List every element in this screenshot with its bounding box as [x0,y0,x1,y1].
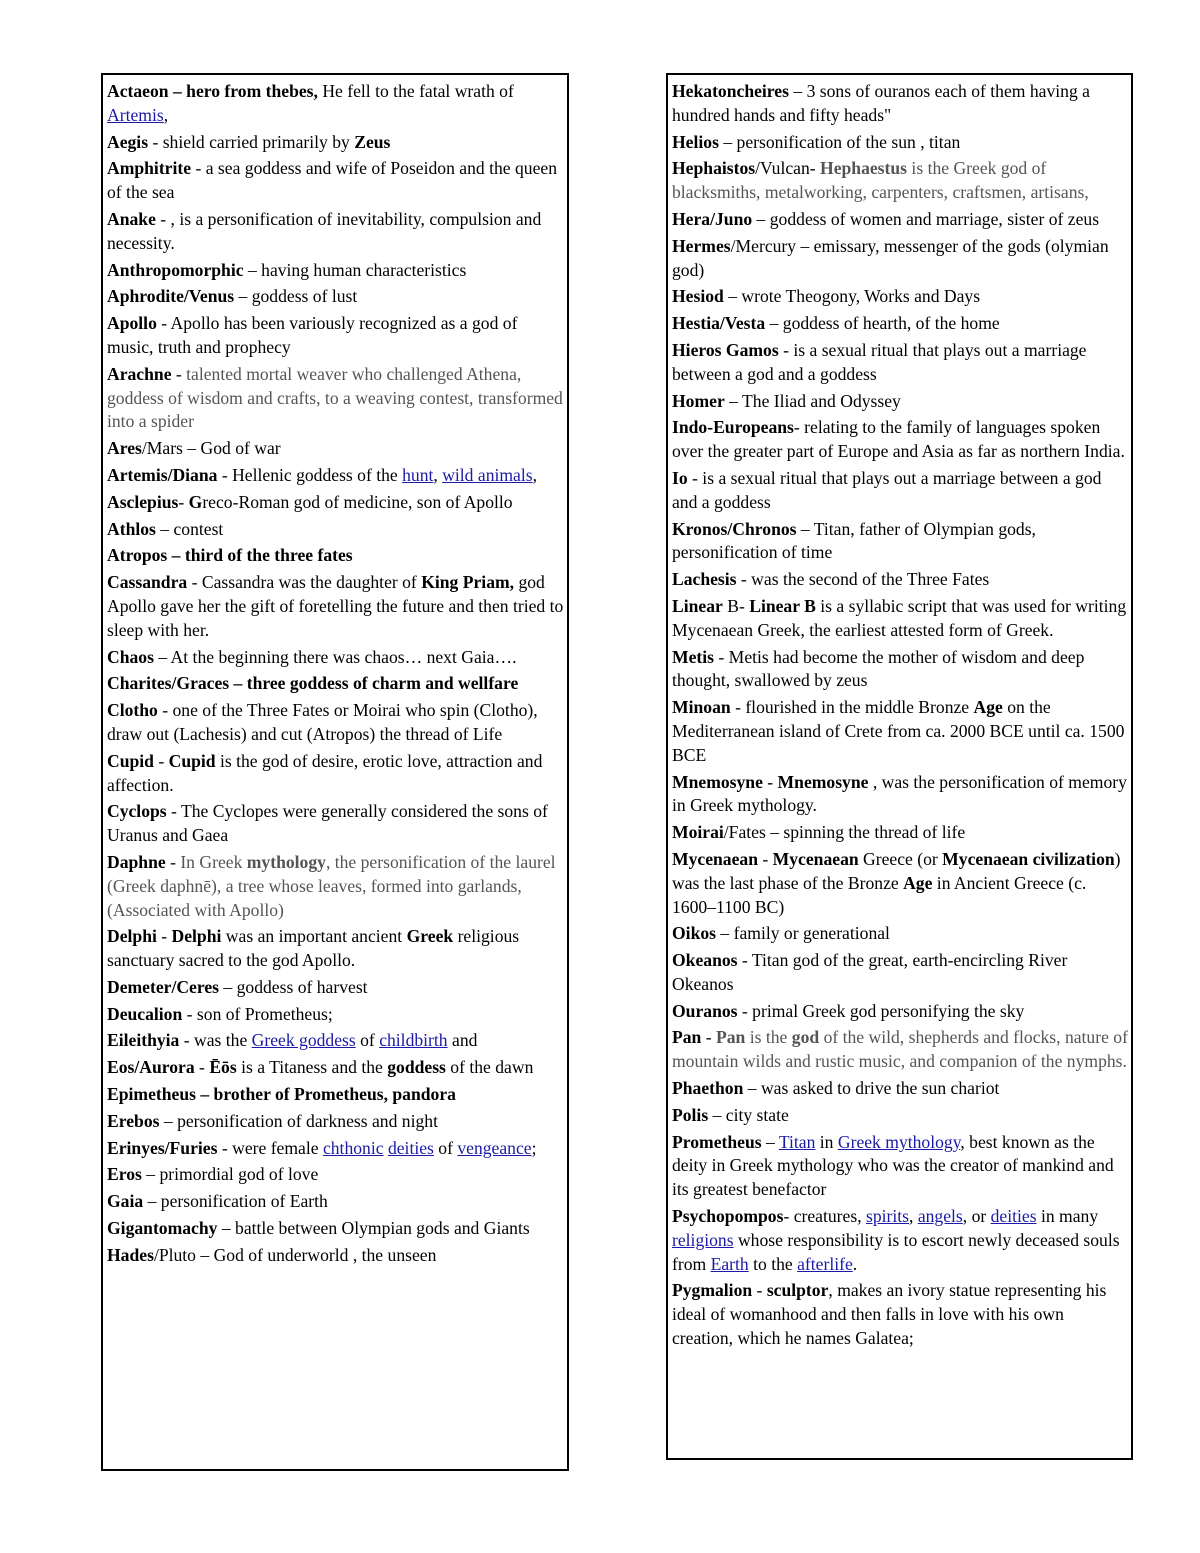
glossary-text: – having human characteristics [243,259,467,280]
glossary-term: Eileithyia [107,1030,180,1051]
glossary-entry [107,1217,564,1241]
glossary-link[interactable]: childbirth [379,1030,448,1051]
glossary-term: Mnemosyne [672,771,763,792]
glossary-text: - a sea goddess and wife of Poseidon and the queen of the sea [107,158,557,203]
glossary-text: of the wild, shepherds and flocks, nature of mountain wilds and rustic music, and companion of the nymphs. [672,1027,1128,1072]
glossary-term: Arachne [107,363,172,384]
glossary-text: – The Iliad and Odyssey [724,390,901,411]
glossary-entry [107,851,564,922]
glossary-entry [107,157,564,205]
glossary-text: Mycenaean civilization [942,848,1115,869]
glossary-term: Gigantomachy [107,1218,218,1239]
glossary-term: Hades [107,1244,154,1265]
glossary-entry [107,285,564,309]
glossary-text: – goddess of harvest [219,976,368,997]
glossary-entry [672,821,1128,845]
glossary-text: /Mercury – emissary, messenger of the gods (olymian god) [672,235,1109,280]
glossary-text: /Mars – God of war [141,438,281,459]
glossary-text: of [355,1030,380,1051]
glossary-link[interactable]: angels [917,1206,963,1227]
glossary-text: - [156,926,172,947]
glossary-entry [107,518,564,542]
glossary-entry [672,390,1128,414]
glossary-text: Greek [406,926,454,947]
glossary-text: In Greek [180,851,247,872]
glossary-text: is the god of desire, erotic love, attraction and affection. [107,750,543,795]
glossary-entry [107,672,564,696]
glossary-text: , [909,1206,918,1227]
glossary-text: , [433,464,443,485]
glossary-entry [672,568,1128,592]
glossary-text: sculptor [766,1280,829,1301]
glossary-entry [672,1279,1128,1350]
glossary-text: - one of the Three Fates or Moirai who spin (Clotho), draw out (Lachesis) and cut (Atropos) the thread of Life [107,700,538,744]
glossary-text: Delphi [171,926,222,947]
glossary-text: - son of Prometheus; [182,1003,333,1024]
glossary-term: Indo-Europeans [672,417,794,438]
glossary-term: Eros [107,1164,142,1185]
glossary-text: god Apollo gave her the gift of foretelling the future and then tried to sleep with her. [107,572,564,640]
glossary-term: Aegis [107,131,149,152]
glossary-text: He fell to the fatal wrath of [317,81,514,101]
glossary-text: – battle between Olympian gods and Giants [217,1218,530,1239]
glossary-term: Psychopompos [672,1206,784,1227]
glossary-text: - Cassandra was the daughter of [187,572,422,593]
glossary-text: – personification of darkness and night [159,1110,438,1131]
glossary-text: Zeus [354,131,391,152]
glossary-term: Erebos [107,1110,160,1131]
glossary-text: Hephaestus [820,158,908,179]
glossary-text: Mycenaean [772,848,859,869]
glossary-term: Artemis/Diana [107,464,218,485]
glossary-text: – family or generational [716,923,890,944]
glossary-text: - Apollo has been variously recognized as a god of music, truth and prophecy [107,313,518,357]
glossary-entry [107,1110,564,1134]
glossary-entry [107,1163,564,1187]
glossary-link[interactable]: spirits [866,1206,910,1227]
glossary-text: mythology [246,851,326,872]
glossary-text: , [163,104,169,125]
glossary-term: Homer [672,390,725,411]
glossary-text: - is a sexual ritual that plays out a marriage between a god and a goddess [672,339,1087,384]
glossary-text: Mnemosyne [777,771,869,792]
glossary-text: - [178,491,189,512]
glossary-term: Okeanos [672,950,738,971]
glossary-entry [107,750,564,798]
glossary-term: Apollo [107,313,157,334]
glossary-entry [672,339,1128,387]
glossary-entry [107,491,564,515]
glossary-term: Mycenaean [672,848,758,869]
glossary-entry [672,696,1128,767]
glossary-entry [107,363,564,434]
glossary-term: Hesiod [672,286,724,307]
glossary-term: Anake [107,208,156,229]
glossary-text: – [761,1131,779,1152]
glossary-term: Chaos [107,646,154,667]
glossary-entry [107,976,564,1000]
glossary-entry [107,800,564,848]
glossary-term: Demeter/Ceres [107,976,220,997]
glossary-text: - [171,363,187,384]
glossary-text: - , is a personification of inevitability, compulsion and necessity. [107,208,542,253]
glossary-entry [107,646,564,670]
glossary-term: Minoan [672,697,731,718]
glossary-text: religious sanctuary sacred to the god Apollo. [107,926,520,971]
glossary-text: . [852,1253,858,1274]
glossary-term: Hermes [672,235,731,256]
glossary-link[interactable]: vengeance [457,1137,532,1158]
glossary-entry [107,1244,564,1268]
glossary-text: of the dawn [445,1057,534,1078]
glossary-entry [107,699,564,747]
glossary-entry [107,1056,564,1080]
glossary-text: – primordial god of love [141,1164,319,1185]
glossary-term: Anthropomorphic [107,259,244,280]
glossary-text: - creatures, [783,1206,866,1227]
glossary-term: Kronos/Chronos [672,518,797,539]
glossary-text: - Hellenic goddess of the [217,464,403,485]
glossary-text: is a syllabic script that was used for writing Mycenaean Greek, the earliest attested form of Greek. [672,595,1127,640]
glossary-link[interactable]: Greek goddess [251,1030,356,1051]
glossary-text: – contest [155,518,224,539]
glossary-entry [672,848,1128,919]
glossary-link[interactable]: deities [990,1206,1037,1227]
glossary-text: of [433,1137,458,1158]
glossary-text: god [791,1027,820,1048]
glossary-text: - The Cyclopes were generally considered the sons of Uranus and Gaea [107,801,548,846]
glossary-entry [672,1077,1128,1101]
glossary-entry [107,1083,564,1107]
glossary-text: to the [748,1253,798,1274]
glossary-entry [672,922,1128,946]
glossary-text: Cupid [168,750,216,771]
glossary-text: /Pluto – God of underworld , the unseen [153,1244,437,1265]
glossary-text: ) was the last phase of the Bronze [672,848,1121,893]
glossary-text: – goddess of lust [234,286,358,307]
glossary-entry [672,80,1128,128]
glossary-link[interactable]: deities [387,1137,434,1158]
glossary-entry [107,437,564,461]
glossary-entry [672,312,1128,336]
glossary-term: Delphi [107,926,157,947]
glossary-entry [672,131,1128,155]
glossary-link[interactable]: Greek mythology [837,1131,961,1152]
glossary-text: /Vulcan- [755,158,821,179]
glossary-entry [672,771,1128,819]
glossary-text: – goddess of hearth, of the home [765,313,1000,334]
glossary-entry [672,285,1128,309]
glossary-text: – 3 sons of ouranos each of them having a hundred hands and fifty heads" [672,81,1090,125]
glossary-text: - [752,1280,767,1301]
glossary-text: in [815,1131,838,1152]
glossary-entry [107,544,564,568]
glossary-term: Charites/Graces – three goddess of charm and wellfare [107,673,519,694]
glossary-term: Gaia [107,1191,144,1212]
glossary-link[interactable]: Artemis [107,104,164,125]
glossary-text: – was asked to drive the sun chariot [743,1078,1000,1099]
glossary-text: - Titan god of the great, earth-encircling River Okeanos [672,950,1068,994]
glossary-term: Deucalion [107,1003,183,1024]
glossary-text: Greece (or [858,848,943,869]
glossary-entry [672,1205,1128,1276]
glossary-link[interactable]: hunt [402,464,434,485]
glossary-entry [672,518,1128,566]
glossary-term: Daphne [107,851,166,872]
glossary-text: /Fates – spinning the thread of life [723,822,966,843]
glossary-text: - were female [217,1137,323,1158]
glossary-text: - Metis had become the mother of wisdom and deep thought, swallowed by zeus [672,646,1085,691]
glossary-text: - [701,1027,716,1048]
glossary-term: Linear [672,595,723,616]
glossary-term: Erinyes/Furies [107,1137,218,1158]
glossary-text: – personification of the sun , titan [718,131,961,152]
glossary-text: Pan [716,1027,746,1048]
glossary-entry [107,259,564,283]
glossary-text: Age [973,697,1003,718]
glossary-text: , the personification of the laurel (Greek daphnē), a tree whose leaves, formed into garlands, (Associated with Apollo) [107,851,556,920]
glossary-term: Hephaistos [672,158,756,179]
glossary-text: in Ancient Greece (c. 1600–1100 BC) [672,872,1087,917]
glossary-entry [672,1104,1128,1128]
glossary-link[interactable]: Earth [710,1253,749,1274]
glossary-term: Cyclops [107,801,167,822]
glossary-term: Helios [672,131,719,152]
glossary-text: B- [722,595,750,616]
glossary-text: talented mortal weaver who challenged Athena, goddess of wisdom and crafts, to a weaving contest, transformed into a spider [107,363,563,432]
glossary-term: Asclepius [107,491,179,512]
glossary-term: Moirai [672,822,724,843]
glossary-term: Metis [672,646,715,667]
glossary-entry [107,131,564,155]
glossary-entry [672,949,1128,997]
glossary-text: is the Greek god of blacksmiths, metalworking, carpenters, craftsmen, artisans, [672,158,1089,203]
glossary-link[interactable]: religions [672,1229,734,1250]
glossary-text: whose responsibility is to escort newly deceased souls from [672,1229,1120,1274]
glossary-text: – personification of Earth [143,1191,328,1212]
glossary-text: – city state [708,1104,789,1125]
glossary-term: Hekatoncheires [672,81,789,101]
glossary-entry [672,1131,1128,1202]
glossary-text: King Priam, [421,572,515,593]
glossary-term: Amphitrite [107,158,192,179]
glossary-text: - shield carried primarily by [148,131,355,152]
glossary-term: Ares [107,438,142,459]
glossary-term: Pygmalion [672,1280,753,1301]
glossary-text: , best known as the deity in Greek mythology who was the creator of mankind and its greatest benefactor [672,1131,1114,1200]
glossary-entry [107,464,564,488]
glossary-text: Ēōs [209,1057,237,1078]
glossary-term: Clotho [107,700,158,721]
glossary-text: Linear B [749,595,816,616]
glossary-term: Phaethon [672,1078,744,1099]
glossary-term: Hieros Gamos [672,339,779,360]
glossary-text: - was the second of the Three Fates [736,569,990,590]
glossary-term: Actaeon – hero from thebes, [107,81,318,101]
glossary-text: - flourished in the middle Bronze [730,697,974,718]
glossary-text: is a Titaness and the [236,1057,388,1078]
glossary-entry [672,1000,1128,1024]
glossary-entry [672,208,1128,232]
glossary-term: Hera/Juno [672,208,753,229]
glossary-text: , was the personification of memory in Greek mythology. [672,771,1127,816]
glossary-term: Polis [672,1104,709,1125]
glossary-text: - [758,848,773,869]
glossary-entry [672,157,1128,205]
glossary-text: ; [531,1137,537,1158]
glossary-text: Age [903,872,933,893]
glossary-term: Ouranos [672,1000,738,1021]
glossary-text: - [165,851,181,872]
glossary-text: G [188,491,203,512]
glossary-column-right [666,73,1133,1460]
glossary-text: on the Mediterranean island of Crete from ca. 2000 BCE until ca. 1500 BCE [672,697,1125,765]
glossary-column-left [101,73,569,1471]
glossary-text: , or [962,1206,991,1227]
glossary-text: was an important ancient [221,926,407,947]
glossary-entry [107,1029,564,1053]
glossary-entry [107,1137,564,1161]
glossary-entry [672,1026,1128,1074]
glossary-text: - is a sexual ritual that plays out a marriage between a god and a goddess [672,467,1102,512]
glossary-text: - primal Greek god personifying the sky [737,1000,1025,1021]
glossary-entry [107,312,564,360]
glossary-term: Prometheus [672,1131,762,1152]
glossary-entry [672,235,1128,283]
glossary-term: Lachesis [672,569,737,590]
glossary-link[interactable]: chthonic [322,1137,384,1158]
glossary-term: Eos/Aurora [107,1057,195,1078]
glossary-text: - relating to the family of languages spoken over the greater part of Europe and Asia as far as northern India. [672,417,1125,462]
glossary-term: Epimetheus – brother of Prometheus, pandora [107,1084,456,1105]
glossary-text: - was the [179,1030,252,1051]
glossary-text: - [762,771,778,792]
glossary-entry [672,416,1128,464]
glossary-entry [672,467,1128,515]
glossary-term: Cupid [107,750,154,771]
glossary-text: , makes an ivory statue representing his ideal of womanhood and then falls in love with his own creation, which he names Galatea; [672,1280,1107,1349]
glossary-term: Io [672,467,688,488]
glossary-text: – wrote Theogony, Works and Days [723,286,981,307]
glossary-term: Atropos – third of the three fates [107,545,353,566]
glossary-term: Cassandra [107,572,188,593]
glossary-text: , [532,464,538,485]
glossary-term: Aphrodite/Venus [107,286,235,307]
glossary-entry [107,208,564,256]
glossary-text: and [447,1030,478,1051]
glossary-entry [107,571,564,642]
glossary-term: Oikos [672,923,717,944]
glossary-entry [107,925,564,973]
glossary-text: goddess [387,1057,446,1078]
glossary-text: - [194,1057,210,1078]
glossary-text: is the [745,1027,792,1048]
glossary-link[interactable]: afterlife [797,1253,853,1274]
glossary-link[interactable]: Titan [778,1131,816,1152]
glossary-text: – At the beginning there was chaos… next Gaia…. [153,646,517,667]
glossary-text: – Titan, father of Olympian gods, personification of time [672,518,1036,563]
glossary-term: Hestia/Vesta [672,313,766,334]
glossary-entry [672,595,1128,643]
glossary-text: - [153,750,169,771]
glossary-text: in many [1036,1206,1099,1227]
glossary-entry [672,646,1128,694]
glossary-text: – goddess of women and marriage, sister of zeus [752,208,1100,229]
glossary-link[interactable]: wild animals [442,464,533,485]
glossary-text: reco-Roman god of medicine, son of Apollo [202,491,513,512]
glossary-term: Pan [672,1027,702,1048]
glossary-entry [107,1003,564,1027]
glossary-term: Athlos [107,518,156,539]
glossary-entry [107,1190,564,1214]
glossary-entry [107,80,564,128]
